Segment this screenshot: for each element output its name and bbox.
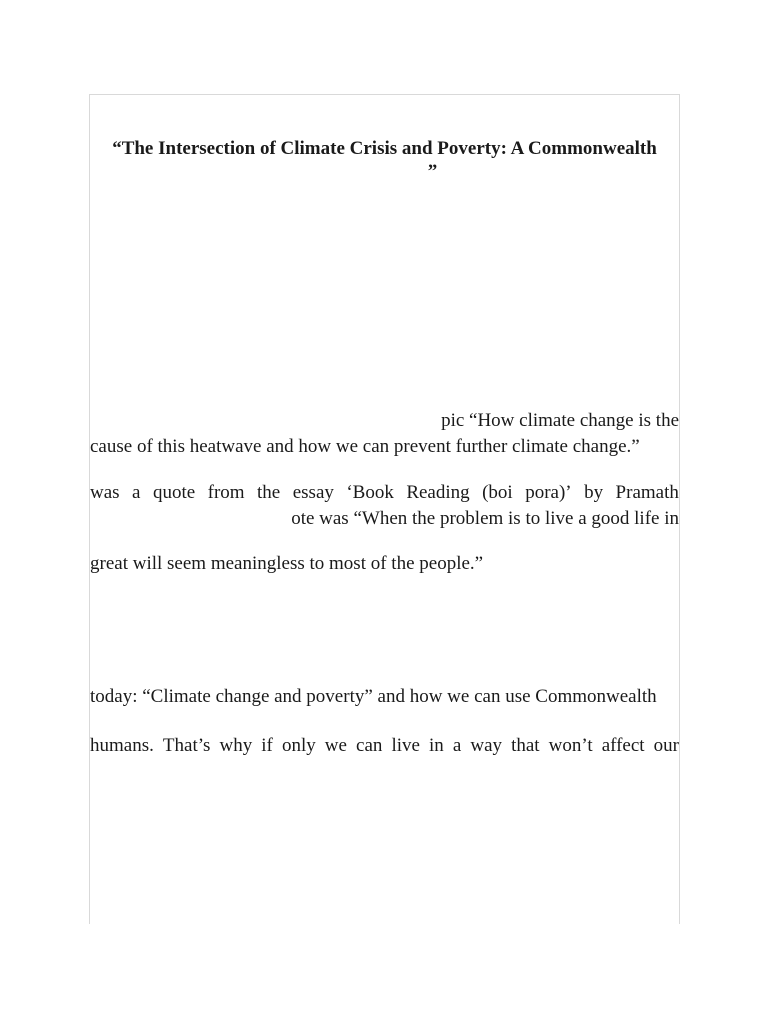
word: our bbox=[653, 735, 679, 756]
document-title: “The Intersection of Climate Crisis and Poverty: A Commonwealth bbox=[112, 138, 657, 159]
word: pora)’ bbox=[525, 482, 572, 503]
word: Pramath bbox=[615, 482, 679, 503]
word: humans. bbox=[90, 735, 154, 756]
word: ‘Book bbox=[346, 482, 394, 503]
word: (boi bbox=[482, 482, 513, 503]
paragraph-2-line-1 bbox=[90, 482, 679, 504]
paragraph-1-line-2: cause of this heatwave and how we can prevent further climate change.” bbox=[90, 436, 640, 457]
word: a bbox=[132, 482, 141, 503]
word: why bbox=[219, 735, 253, 756]
document-page bbox=[89, 94, 680, 924]
word: live bbox=[391, 735, 420, 756]
word: the bbox=[257, 482, 281, 503]
word: from bbox=[207, 482, 245, 503]
paragraph-2-line-2: ote was “When the problem is to live a good life in bbox=[291, 508, 679, 529]
paragraph-1-line-1: pic “How climate change is the bbox=[441, 410, 679, 431]
word: if bbox=[261, 735, 273, 756]
word: quote bbox=[152, 482, 196, 503]
word: only bbox=[281, 735, 316, 756]
word: Reading bbox=[406, 482, 470, 503]
word: That’s bbox=[162, 735, 211, 756]
paragraph-2-line-3: great will seem meaningless to most of the people.” bbox=[90, 553, 484, 574]
word: can bbox=[356, 735, 383, 756]
paragraph-4-line-1 bbox=[90, 735, 679, 757]
word: won’t bbox=[548, 735, 593, 756]
document-title-closing-quote: ” bbox=[427, 161, 438, 182]
word: way bbox=[470, 735, 503, 756]
paragraph-3-line-1: today: “Climate change and poverty” and how we can use Commonwealth bbox=[90, 686, 657, 707]
word: was bbox=[90, 482, 120, 503]
word: a bbox=[452, 735, 462, 756]
word: we bbox=[324, 735, 347, 756]
word: in bbox=[429, 735, 444, 756]
word: essay bbox=[292, 482, 334, 503]
word: by bbox=[584, 482, 604, 503]
word: that bbox=[511, 735, 540, 756]
word: affect bbox=[601, 735, 645, 756]
